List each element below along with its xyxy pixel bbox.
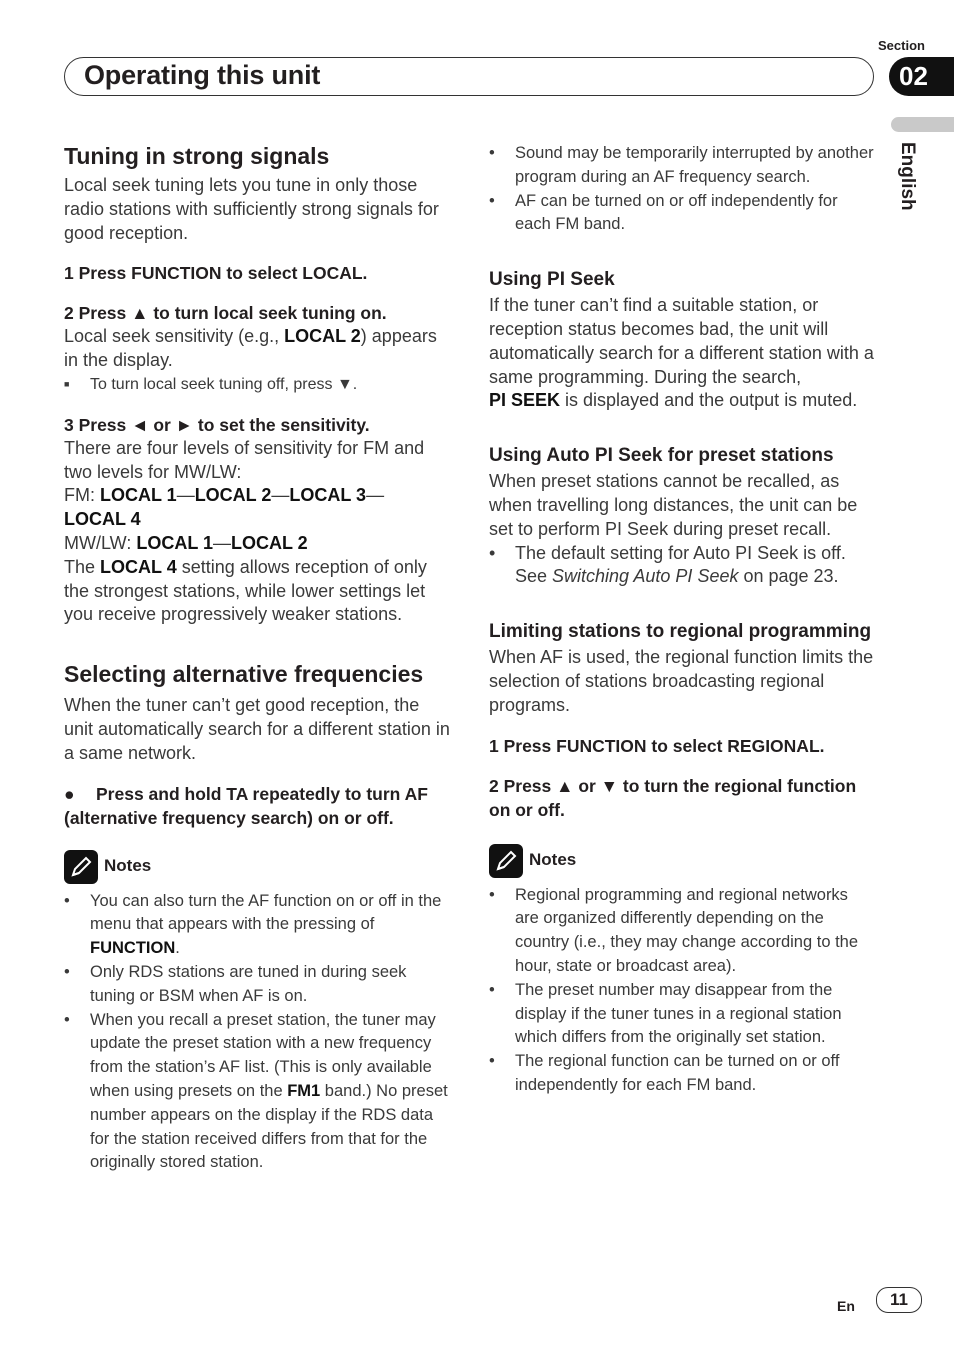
- af-notes-header: [64, 850, 450, 884]
- regional-heading: Limiting stations to regional programming: [489, 621, 872, 643]
- notes-pencil-icon: [489, 844, 523, 878]
- notes-title: Notes: [104, 855, 152, 875]
- note-item: • AF can be turned on or off independently for each FM band.: [489, 190, 875, 238]
- notes-pencil-icon: [64, 850, 98, 884]
- text-run: The default setting for Auto PI Seek is off. See: [515, 542, 846, 587]
- text-run: MW/LW:: [64, 532, 137, 553]
- text-run: You can also turn the AF function on or off in the menu that appears with the pressing of: [90, 891, 442, 934]
- level-label: LOCAL 1: [136, 532, 214, 553]
- text-run: FM:: [64, 485, 100, 506]
- regional-text: When AF is used, the regional function limits the selection of stations broadcasting regional programs.: [489, 647, 874, 715]
- cross-reference: Switching Auto PI Seek: [552, 566, 739, 587]
- regional-step-1: 1 Press FUNCTION to select REGIONAL.: [489, 735, 825, 756]
- language-tab-label: English: [897, 142, 918, 211]
- fm1-label: FM1: [287, 1081, 321, 1100]
- regional-notes-list: [489, 884, 875, 1098]
- note-item: [64, 890, 450, 961]
- dash: —: [366, 485, 385, 506]
- text-run: .: [175, 939, 180, 958]
- note-item: • Only RDS stations are tuned in during seek tuning or BSM when AF is on.: [64, 961, 450, 1009]
- local-4-label: LOCAL 4: [100, 556, 177, 577]
- fm-levels: [64, 484, 450, 532]
- mw-levels: [64, 532, 450, 556]
- function-label: FUNCTION: [90, 939, 176, 958]
- step-bullet: ●: [64, 783, 75, 804]
- page-number: 11: [876, 1287, 922, 1313]
- note-item: • Sound may be temporarily interrupted by another program during an AF frequency search.: [489, 142, 875, 190]
- section-label: Section: [878, 38, 925, 53]
- level-label: LOCAL 4: [64, 509, 141, 530]
- text-run: ) appears in the display.: [64, 326, 437, 371]
- text-run: band.) No preset number appears on the display if the RDS data for the station received differs from that for the originally stored station.: [90, 1081, 448, 1172]
- level-label: LOCAL 2: [231, 532, 308, 553]
- level-label: LOCAL 2: [194, 485, 272, 506]
- pi-seek-heading: Using PI Seek: [489, 269, 615, 291]
- tuning-heading: Tuning in strong signals: [64, 143, 330, 169]
- tuning-final-text: [64, 556, 450, 627]
- text-run: is displayed and the output is muted.: [560, 390, 858, 411]
- language-tab-marker: [891, 117, 954, 132]
- af-step-text: Press and hold TA repeatedly to turn AF (alternative frequency search) on or off.: [64, 783, 428, 828]
- note-item: • Regional programming and regional networks are organized differently depending on the country (i.e., they may change according to the hour, state or broadcast area).: [489, 884, 875, 979]
- note-item: • The preset number may disappear from the display if the tuner tunes in a regional station which differs from the originally set station.: [489, 979, 875, 1050]
- page-title: Operating this unit: [84, 60, 321, 90]
- top-notes-list: [489, 142, 875, 237]
- af-heading: Selecting alternative frequencies: [64, 661, 424, 688]
- tuning-step-2: 2 Press ▲ to turn local seek tuning on.: [64, 303, 387, 324]
- pi-seek-label: PI SEEK: [489, 390, 561, 411]
- note-item: • The regional function can be turned on or off independently for each FM band.: [489, 1050, 875, 1098]
- auto-pi-text: When preset stations cannot be recalled, as when travelling long distances, the unit can be set to perform PI Seek during preset recall.: [489, 471, 858, 539]
- auto-pi-bullet: [489, 542, 875, 590]
- tuning-step-2-subnote: ■ To turn local seek tuning off, press ▼.: [64, 373, 450, 397]
- regional-notes-header: [489, 844, 875, 878]
- af-notes-list: [64, 890, 450, 1176]
- regional-step-2: 2 Press ▲ or ▼ to turn the regional function on or off.: [489, 775, 857, 820]
- tuning-step-3-text: There are four levels of sensitivity for FM and two levels for MW/LW:: [64, 437, 425, 482]
- left-column: [64, 143, 450, 1175]
- auto-pi-heading: Using Auto PI Seek for preset stations: [489, 445, 834, 467]
- level-label: LOCAL 3: [289, 485, 367, 506]
- tuning-step-1: 1 Press FUNCTION to select LOCAL.: [64, 263, 368, 284]
- dash: —: [176, 485, 195, 506]
- text-run: When you recall a preset station, the tuner may update the preset station with a new frequency from the station’s AF list. (This is only available when using presets on the: [90, 1010, 436, 1100]
- dash: —: [213, 532, 232, 553]
- section-number: 02: [889, 57, 954, 96]
- tuning-step-2-text: [64, 325, 450, 373]
- text-run: on page 23.: [738, 566, 839, 587]
- local-2-label: LOCAL 2: [284, 326, 361, 347]
- right-column: [489, 142, 875, 1098]
- footer-language: En: [837, 1298, 855, 1314]
- text-run: If the tuner can’t find a suitable station, or reception status becomes bad, the unit will automatically search for a different station with a same programming. During the search,: [489, 295, 874, 387]
- af-step: [64, 782, 450, 830]
- text-run: Local seek sensitivity (e.g.,: [64, 326, 285, 347]
- dash: —: [271, 485, 290, 506]
- pi-seek-text: [489, 294, 875, 413]
- note-item: [64, 1009, 450, 1176]
- tuning-intro: Local seek tuning lets you tune in only those radio stations with sufficiently strong signals for good reception.: [64, 175, 439, 243]
- level-label: LOCAL 1: [100, 485, 177, 506]
- text-run: The: [64, 556, 101, 577]
- notes-title: Notes: [529, 849, 577, 869]
- tuning-step-3: 3 Press ◄ or ► to set the sensitivity.: [64, 414, 370, 435]
- af-intro: When the tuner can’t get good reception, the unit automatically search for a different station in a same network.: [64, 695, 450, 763]
- text-run: setting allows reception of only the strongest stations, while lower settings let you receive progressively weaker stations.: [64, 556, 427, 625]
